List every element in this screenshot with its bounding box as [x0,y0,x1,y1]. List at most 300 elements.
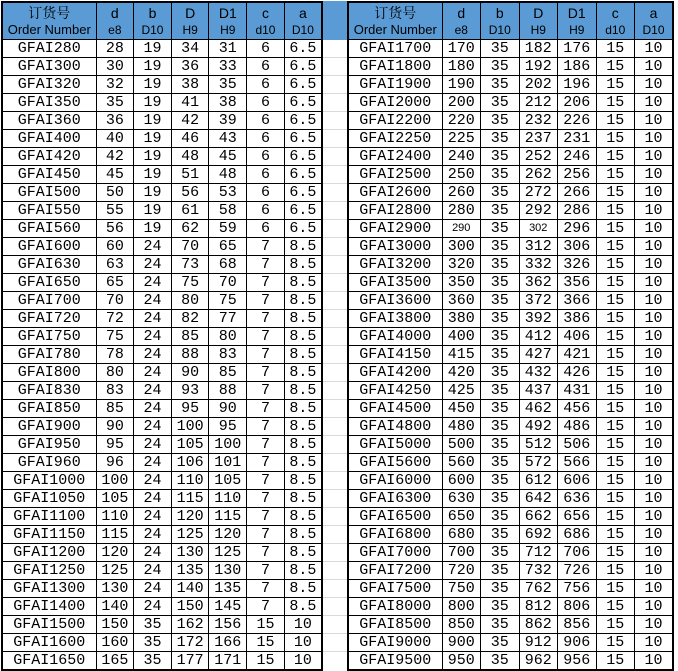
cell-value: 88 [209,382,247,400]
cell-value: 8.5 [284,256,322,274]
table-row [2,526,322,544]
cell-value: 650 [442,508,481,526]
cell-value: 7 [247,454,285,472]
cell-order-number: GFAI9500 [348,652,442,671]
cell-value: 450 [442,400,481,418]
cell-value: 492 [519,418,558,436]
cell-value: 6 [247,58,285,76]
cell-value: 35 [481,454,520,472]
cell-value: 6.5 [284,112,322,130]
table-row [2,130,322,148]
cell-value: 35 [481,292,520,310]
cell-value: 366 [558,292,597,310]
cell-value: 6 [247,148,285,166]
cell-value: 726 [558,562,597,580]
table-row [348,130,673,148]
col-header-c [247,2,285,40]
cell-value: 486 [558,418,597,436]
cell-value: 34 [171,40,209,58]
table-row [2,148,322,166]
cell-value: 24 [134,238,172,256]
cell-value: 392 [519,310,558,328]
cell-value: 10 [635,310,674,328]
cell-value: 35 [481,436,520,454]
table-row [2,256,322,274]
cell-value: 65 [96,274,134,292]
cell-value: 100 [209,436,247,454]
cell-value: 15 [596,184,635,202]
cell-value: 35 [481,616,520,634]
cell-value: 125 [96,562,134,580]
cell-order-number: GFAI630 [2,256,96,274]
cell-order-number: GFAI7500 [348,580,442,598]
table-row [2,112,322,130]
cell-value: 10 [635,346,674,364]
table-header [348,2,673,40]
cell-value: 35 [481,274,520,292]
cell-value: 15 [596,292,635,310]
cell-value: 10 [635,526,674,544]
col-label: d [457,5,466,21]
table-row [348,346,673,364]
cell-value: 362 [519,274,558,292]
cell-value: 8.5 [284,490,322,508]
cell-order-number: GFAI560 [2,220,96,238]
cell-value: 600 [442,472,481,490]
cell-value: 15 [596,130,635,148]
cell-value: 6.5 [284,130,322,148]
col-tolerance: e8 [108,23,122,37]
cell-value: 35 [481,382,520,400]
cell-value: 200 [442,94,481,112]
cell-value: 60 [96,238,134,256]
cell-order-number: GFAI500 [2,184,96,202]
cell-value: 176 [558,40,597,58]
cell-value: 756 [558,580,597,598]
cell-value: 560 [442,454,481,472]
cell-value: 80 [96,364,134,382]
cell-value: 101 [209,454,247,472]
col-label: d [110,5,119,21]
cell-value: 7 [247,400,285,418]
cell-value: 290 [442,220,481,238]
cell-value: 10 [635,634,674,652]
cell-order-number: GFAI3500 [348,274,442,292]
cell-order-number: GFAI4250 [348,382,442,400]
table-row [2,76,322,94]
cell-value: 90 [96,418,134,436]
cell-value: 962 [519,652,558,671]
table-row [348,40,673,58]
cell-order-number: GFAI360 [2,112,96,130]
cell-order-number: GFAI1600 [2,634,96,652]
cell-order-number: GFAI550 [2,202,96,220]
cell-value: 240 [442,148,481,166]
cell-value: 8.5 [284,328,322,346]
cell-value: 6.5 [284,76,322,94]
table-row [2,508,322,526]
cell-value: 220 [442,112,481,130]
cell-value: 15 [596,634,635,652]
cell-value: 15 [596,400,635,418]
cell-order-number: GFAI8500 [348,616,442,634]
cell-value: 110 [209,490,247,508]
cell-value: 400 [442,328,481,346]
cell-value: 10 [284,652,322,671]
col-header-D1 [209,2,247,40]
cell-order-number: GFAI780 [2,346,96,364]
table-row [2,580,322,598]
cell-order-number: GFAI750 [2,328,96,346]
cell-value: 10 [635,130,674,148]
col-tolerance: H9 [530,23,546,37]
cell-value: 680 [442,526,481,544]
cell-value: 7 [247,292,285,310]
cell-value: 24 [134,580,172,598]
cell-value: 956 [558,652,597,671]
cell-value: 130 [209,562,247,580]
cell-value: 186 [558,58,597,76]
cell-value: 19 [134,148,172,166]
cell-value: 7 [247,526,285,544]
cell-value: 39 [209,112,247,130]
cell-value: 272 [519,184,558,202]
cell-value: 630 [442,490,481,508]
cell-order-number: GFAI2200 [348,112,442,130]
cell-value: 6 [247,220,285,238]
cell-value: 806 [558,598,597,616]
cell-value: 10 [635,148,674,166]
cell-order-number: GFAI1500 [2,616,96,634]
cell-value: 35 [481,310,520,328]
cell-value: 8.5 [284,580,322,598]
cell-order-number: GFAI2900 [348,220,442,238]
cell-value: 225 [442,130,481,148]
cell-value: 156 [209,616,247,634]
col-header-c [596,2,635,40]
table-row [348,508,673,526]
table-row [348,580,673,598]
cell-value: 6.5 [284,58,322,76]
cell-value: 280 [442,202,481,220]
cell-value: 6 [247,166,285,184]
col-label: c [611,5,619,21]
cell-value: 140 [96,598,134,616]
col-tolerance: D10 [141,23,164,37]
cell-value: 56 [96,220,134,238]
cell-value: 231 [558,130,597,148]
cell-value: 456 [558,400,597,418]
cell-value: 15 [596,382,635,400]
cell-value: 7 [247,364,285,382]
table-row [2,364,322,382]
cell-value: 172 [171,634,209,652]
cell-value: 170 [442,40,481,58]
cell-order-number: GFAI1900 [348,76,442,94]
cell-value: 35 [481,562,520,580]
cell-order-number: GFAI1250 [2,562,96,580]
cell-value: 250 [442,166,481,184]
table-row [2,220,322,238]
table-row [348,112,673,130]
cell-value: 93 [171,382,209,400]
cell-order-number: GFAI2250 [348,130,442,148]
cell-value: 24 [134,328,172,346]
cell-value: 302 [519,220,558,238]
cell-value: 19 [134,40,172,58]
cell-value: 35 [481,112,520,130]
cell-value: 6.5 [284,166,322,184]
cell-order-number: GFAI1000 [2,472,96,490]
col-tolerance: H9 [182,23,198,37]
cell-value: 862 [519,616,558,634]
cell-order-number: GFAI2800 [348,202,442,220]
cell-value: 6.5 [284,148,322,166]
cell-value: 196 [558,76,597,94]
col-header-order-number [2,2,96,40]
cell-order-number: GFAI300 [2,58,96,76]
cell-value: 105 [209,472,247,490]
cell-value: 15 [596,220,635,238]
cell-value: 45 [209,148,247,166]
table-row [2,346,322,364]
cell-value: 10 [635,598,674,616]
cell-value: 312 [519,238,558,256]
cell-value: 15 [596,274,635,292]
cell-value: 15 [596,148,635,166]
cell-order-number: GFAI5600 [348,454,442,472]
cell-value: 46 [171,130,209,148]
cell-value: 6 [247,202,285,220]
cell-value: 24 [134,562,172,580]
cell-value: 171 [209,652,247,671]
cell-order-number: GFAI7000 [348,544,442,562]
table-separator [323,1,347,667]
cell-value: 177 [171,652,209,671]
col-header-d [96,2,134,40]
cell-value: 8.5 [284,292,322,310]
cell-value: 24 [134,400,172,418]
cell-value: 110 [171,472,209,490]
cell-value: 662 [519,508,558,526]
cell-value: 480 [442,418,481,436]
cell-value: 7 [247,598,285,616]
cell-value: 41 [171,94,209,112]
cell-value: 732 [519,562,558,580]
cell-value: 53 [209,184,247,202]
cell-value: 15 [596,580,635,598]
cell-value: 10 [284,634,322,652]
cell-value: 10 [635,436,674,454]
cell-order-number: GFAI4150 [348,346,442,364]
table-row [2,490,322,508]
cell-order-number: GFAI2600 [348,184,442,202]
table-row [348,382,673,400]
cell-value: 10 [635,238,674,256]
cell-value: 48 [209,166,247,184]
col-header-D1 [558,2,597,40]
table-row [348,472,673,490]
cell-value: 8.5 [284,238,322,256]
cell-value: 15 [596,418,635,436]
cell-value: 35 [209,76,247,94]
cell-value: 24 [134,454,172,472]
col-tolerance: H9 [220,23,236,37]
cell-order-number: GFAI3200 [348,256,442,274]
cell-value: 286 [558,202,597,220]
cell-value: 10 [635,184,674,202]
cell-value: 28 [96,40,134,58]
cell-value: 7 [247,256,285,274]
table-row [2,274,322,292]
cell-order-number: GFAI4000 [348,328,442,346]
cell-value: 35 [481,652,520,671]
cell-value: 95 [96,436,134,454]
cell-value: 800 [442,598,481,616]
cell-value: 386 [558,310,597,328]
cell-value: 15 [596,94,635,112]
cell-value: 75 [96,328,134,346]
cell-value: 7 [247,508,285,526]
cell-value: 6 [247,94,285,112]
cell-value: 182 [519,40,558,58]
table-row [348,148,673,166]
cell-value: 8.5 [284,364,322,382]
cell-value: 15 [596,616,635,634]
cell-value: 35 [481,220,520,238]
cell-value: 35 [481,202,520,220]
cell-value: 7 [247,238,285,256]
cell-value: 19 [134,94,172,112]
cell-value: 15 [596,166,635,184]
cell-value: 642 [519,490,558,508]
table-row [348,238,673,256]
cell-value: 10 [635,40,674,58]
cell-value: 256 [558,166,597,184]
table-row [348,652,673,671]
cell-value: 10 [635,508,674,526]
cell-value: 10 [635,292,674,310]
cell-order-number: GFAI1650 [2,652,96,671]
cell-value: 6.5 [284,202,322,220]
col-tolerance: H9 [569,23,585,37]
cell-value: 15 [596,202,635,220]
cell-value: 24 [134,436,172,454]
cell-value: 8.5 [284,562,322,580]
cell-order-number: GFAI900 [2,418,96,436]
cell-value: 260 [442,184,481,202]
cell-value: 320 [442,256,481,274]
cell-order-number: GFAI420 [2,148,96,166]
table-row [348,256,673,274]
cell-value: 10 [635,112,674,130]
cell-value: 35 [481,598,520,616]
cell-value: 38 [171,76,209,94]
cell-value: 24 [134,418,172,436]
cell-value: 332 [519,256,558,274]
col-tolerance: d10 [605,23,626,37]
cell-value: 360 [442,292,481,310]
cell-value: 135 [209,580,247,598]
col-label: b [148,5,157,21]
cell-order-number: GFAI6500 [348,508,442,526]
cell-value: 15 [596,508,635,526]
cell-value: 10 [635,400,674,418]
cell-value: 72 [96,310,134,328]
cell-value: 35 [481,256,520,274]
cell-order-number: GFAI4500 [348,400,442,418]
col-label: c [261,5,269,21]
cell-value: 8.5 [284,382,322,400]
cell-value: 105 [96,490,134,508]
cell-value: 7 [247,310,285,328]
cell-value: 356 [558,274,597,292]
cell-value: 420 [442,364,481,382]
col-header-D [171,2,209,40]
cell-order-number: GFAI280 [2,40,96,58]
cell-value: 7 [247,472,285,490]
cell-value: 120 [96,544,134,562]
cell-value: 56 [171,184,209,202]
cell-value: 35 [134,634,172,652]
cell-value: 10 [635,256,674,274]
cell-value: 380 [442,310,481,328]
cell-value: 35 [481,328,520,346]
table-row [348,400,673,418]
cell-value: 10 [635,472,674,490]
cell-value: 19 [134,112,172,130]
cell-value: 35 [481,58,520,76]
cell-value: 15 [596,76,635,94]
cell-value: 35 [481,580,520,598]
table-row [348,616,673,634]
cell-value: 15 [596,562,635,580]
table-row [348,292,673,310]
cell-value: 427 [519,346,558,364]
cell-value: 120 [209,526,247,544]
cell-order-number: GFAI960 [2,454,96,472]
cell-value: 7 [247,544,285,562]
cell-value: 10 [635,616,674,634]
cell-value: 140 [171,580,209,598]
cell-value: 180 [442,58,481,76]
table-row [348,562,673,580]
table-body-right [348,40,673,671]
cell-value: 130 [96,580,134,598]
cell-value: 24 [134,598,172,616]
cell-value: 10 [635,166,674,184]
cell-value: 80 [171,292,209,310]
separator-gridlines [323,40,347,667]
cell-value: 135 [171,562,209,580]
cell-value: 35 [481,634,520,652]
table-row [348,328,673,346]
cell-value: 950 [442,652,481,671]
cell-value: 10 [635,364,674,382]
cell-value: 15 [596,652,635,671]
cell-value: 61 [171,202,209,220]
cell-value: 24 [134,346,172,364]
cell-value: 706 [558,544,597,562]
table-row [348,76,673,94]
cell-value: 6 [247,40,285,58]
cell-value: 19 [134,202,172,220]
cell-value: 6 [247,112,285,130]
cell-value: 350 [442,274,481,292]
cell-order-number: GFAI600 [2,238,96,256]
cell-value: 35 [134,652,172,671]
cell-value: 42 [96,148,134,166]
